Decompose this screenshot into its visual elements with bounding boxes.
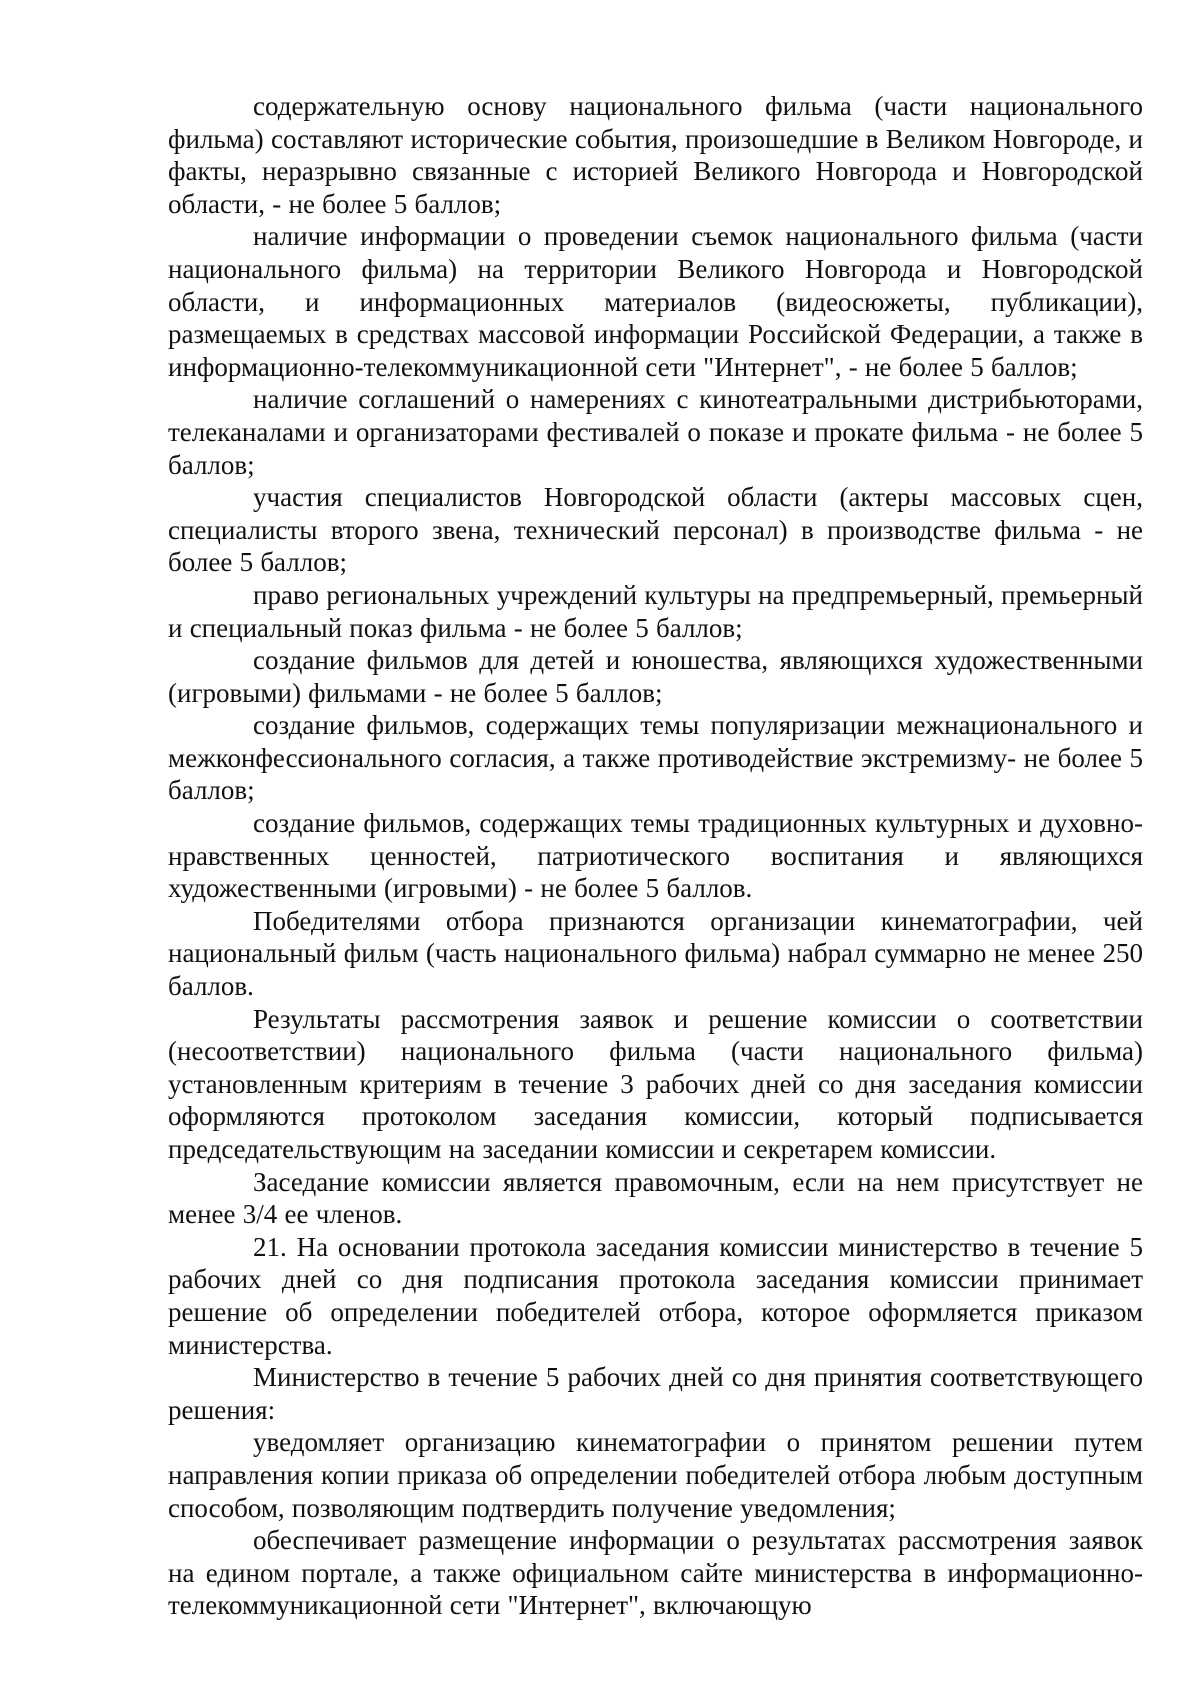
paragraph: создание фильмов для детей и юношества, являющихся художественными (игровыми) фильмами - не более 5 баллов; bbox=[168, 645, 1143, 708]
paragraph: право региональных учреждений культуры на предпремьерный, премьерный и специальный показ фильма - не более 5 баллов; bbox=[168, 579, 1143, 643]
document-page bbox=[168, 90, 1143, 1622]
paragraph: уведомляет организацию кинематографии о принятом решении путем направления копии приказа об определении победителей отбора любым доступным способом, позволяющим подтвердить получение уведомления; bbox=[168, 1427, 1143, 1523]
paragraph: обеспечивает размещение информации о результатах рассмотрения заявок на едином портале, а также официальном сайте министерства в информационно-телекоммуникационной сети "Интернет", включающую bbox=[168, 1525, 1143, 1621]
paragraph: наличие соглашений о намерениях с кинотеатральными дистрибьюторами, телеканалами и организаторами фестивалей о показе и прокате фильма - не более 5 баллов; bbox=[168, 384, 1143, 480]
paragraph: создание фильмов, содержащих темы популяризации межнационального и межконфессионального согласия, а также противодействие экстремизму- не более 5 баллов; bbox=[168, 710, 1143, 806]
paragraph: Победителями отбора признаются организации кинематографии, чей национальный фильм (часть национального фильма) набрал суммарно не менее 250 баллов. bbox=[168, 905, 1143, 1002]
paragraph: содержательную основу национального фильма (части национального фильма) составляют исторические события, произошедшие в Великом Новгороде, и факты, неразрывно связанные с историей Великого Новгорода и Новгородской области, - не более 5 баллов; bbox=[168, 91, 1143, 219]
paragraph: участия специалистов Новгородской области (актеры массовых сцен, специалисты второго звена, технический персонал) в производстве фильма - не более 5 баллов; bbox=[168, 482, 1143, 578]
paragraph: 21. На основании протокола заседания комиссии министерство в течение 5 рабочих дней со дня подписания протокола заседания комиссии принимает решение об определении победителей отбора, которое оформляется приказом министерства. bbox=[168, 1231, 1143, 1360]
paragraph: наличие информации о проведении съемок национального фильма (части национального фильма) на территории Великого Новгорода и Новгородской области, и информационных материалов (видеосюжеты, публикации), размещаемых в средствах массовой информации Российской Федерации, а также в информационно-телекоммуникационной сети "Интернет", - не более 5 баллов; bbox=[168, 221, 1143, 382]
paragraph: Результаты рассмотрения заявок и решение комиссии о соответствии (несоответствии) национального фильма (части национального фильма) установленным критериям в течение 3 рабочих дней со дня заседания комиссии оформляются протоколом заседания комиссии, который подписывается председательствующим на заседании комиссии и секретарем комиссии. bbox=[168, 1003, 1143, 1164]
paragraph: создание фильмов, содержащих темы традиционных культурных и духовно-нравственных ценностей, патриотического воспитания и являющихся художественными (игровыми) - не более 5 баллов. bbox=[168, 808, 1143, 904]
paragraph: Министерство в течение 5 рабочих дней со дня принятия соответствующего решения: bbox=[168, 1362, 1143, 1425]
paragraph: Заседание комиссии является правомочным, если на нем присутствует не менее 3/4 ее членов. bbox=[168, 1166, 1143, 1230]
